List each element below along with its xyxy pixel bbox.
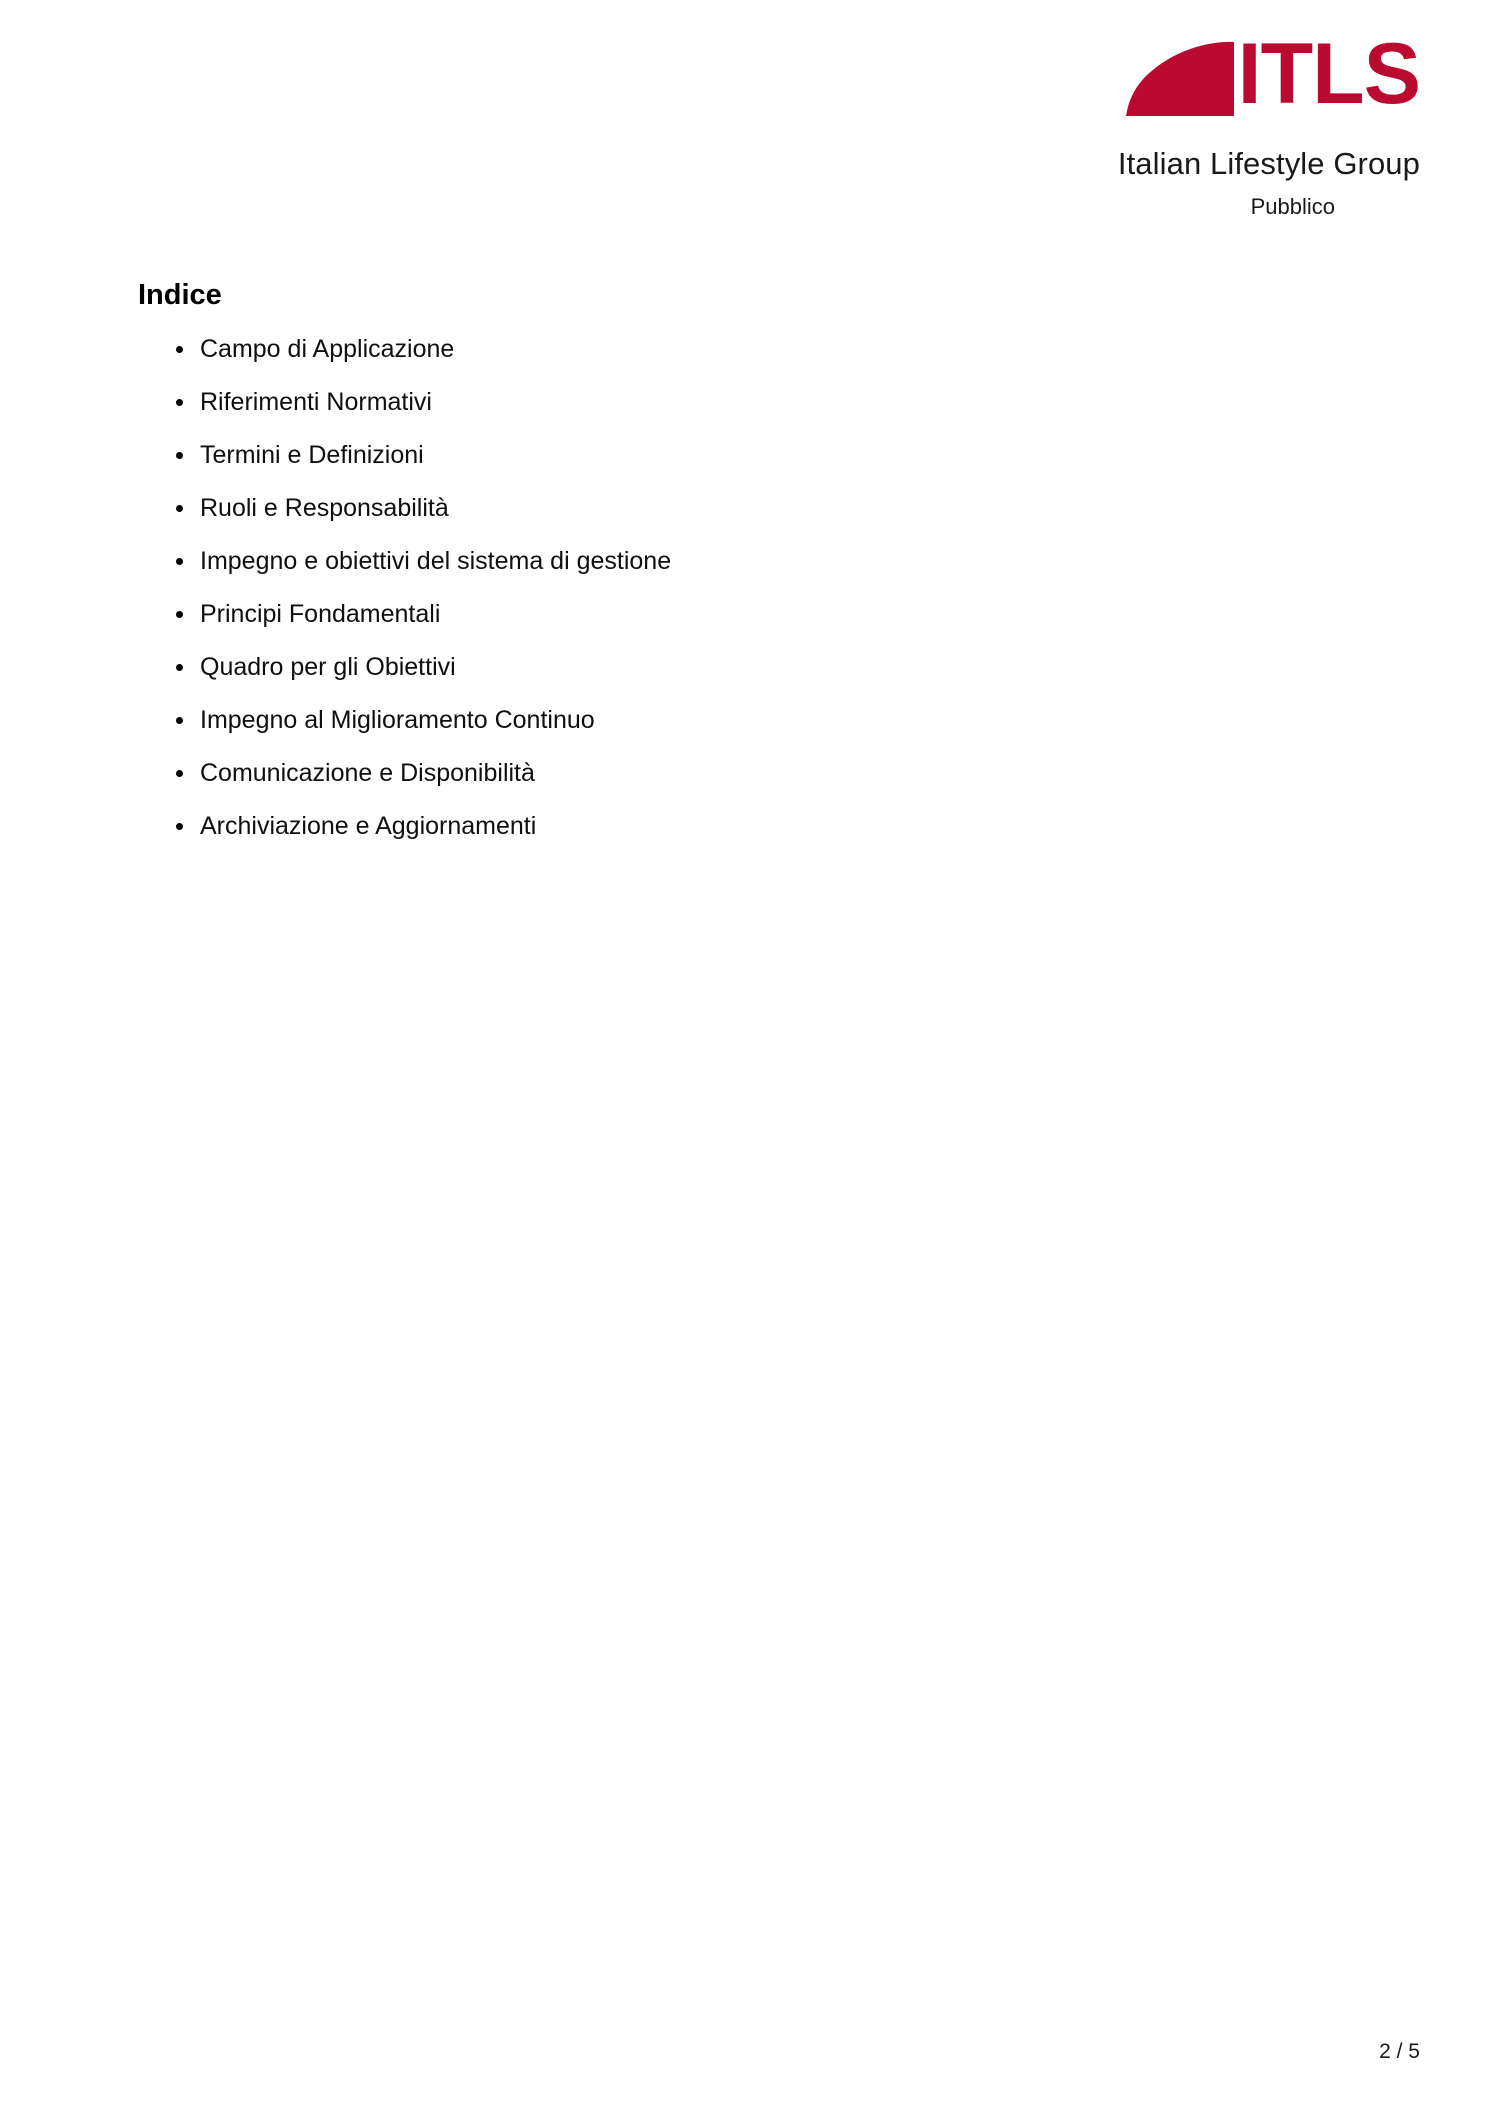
itls-quarter-circle-logo-icon xyxy=(1126,32,1234,116)
list-item xyxy=(138,334,1318,364)
list-item xyxy=(138,599,1318,629)
brand-block xyxy=(800,20,1420,222)
toc-item-label: Archiviazione e Aggiornamenti xyxy=(200,812,537,840)
list-item xyxy=(138,705,1318,735)
page-header xyxy=(0,0,1500,260)
list-item xyxy=(138,387,1318,417)
list-item xyxy=(138,758,1318,788)
toc-item-label: Principi Fondamentali xyxy=(200,600,441,628)
logo-lockup xyxy=(800,20,1420,128)
toc-item-label: Comunicazione e Disponibilità xyxy=(200,759,535,787)
itls-wordmark: ITLS xyxy=(1237,26,1420,122)
list-item xyxy=(138,493,1318,523)
brand-name: Italian Lifestyle Group xyxy=(1117,146,1420,181)
toc-item-label: Impegno e obiettivi del sistema di gestione xyxy=(200,547,672,575)
list-item xyxy=(138,440,1318,470)
toc-item-label: Campo di Applicazione xyxy=(200,335,455,363)
document-classification: Pubblico xyxy=(1250,194,1335,219)
toc-item-label: Quadro per gli Obiettivi xyxy=(200,653,456,681)
toc-item-label: Riferimenti Normativi xyxy=(200,388,432,416)
table-of-contents xyxy=(138,334,1318,841)
list-item xyxy=(138,652,1318,682)
page-number: 2 / 5 xyxy=(1379,2040,1420,2063)
list-item xyxy=(138,546,1318,576)
page-title: Indice xyxy=(138,279,222,311)
toc-item-label: Ruoli e Responsabilità xyxy=(200,494,449,522)
toc-item-label: Termini e Definizioni xyxy=(200,441,424,469)
list-item xyxy=(138,811,1318,841)
toc-item-label: Impegno al Miglioramento Continuo xyxy=(200,706,595,734)
main-content xyxy=(138,278,1318,864)
